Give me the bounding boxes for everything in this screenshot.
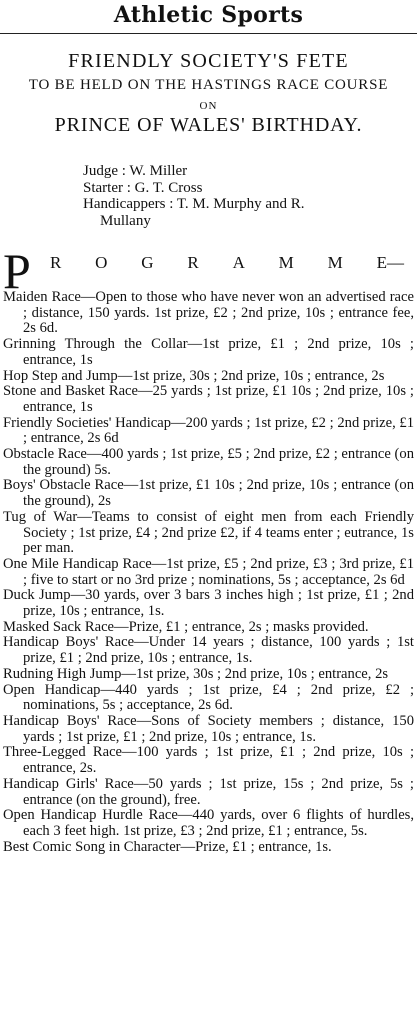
handicappers-line-continued: Mullany — [100, 212, 151, 229]
event-list — [3, 290, 414, 855]
event-item: Obstacle Race—400 yards ; 1st prize, £5 ; 2nd prize, £2 ; entrance (on the ground) 5s. — [3, 446, 414, 478]
event-item: Handicap Boys' Race—Under 14 years ; distance, 100 yards ; 1st prize, £1 ; 2nd prize, 10s ; entrance, 1s. — [3, 634, 414, 667]
programme-letter: R — [50, 253, 62, 272]
handicappers-line: Handicappers : T. M. Murphy and R. — [83, 196, 305, 212]
fete-heading: FRIENDLY SOCIETY'S FETE — [68, 50, 349, 72]
event-item: One Mile Handicap Race—1st prize, £5 ; 2nd prize, £3 ; 3rd prize, £1 ; five to start or no 3rd prize ; nominations, 5s ; acceptance, 2s 6d — [3, 555, 414, 588]
fete-location: TO BE HELD ON THE HASTINGS RACE COURSE — [28, 77, 389, 93]
programme-heading — [50, 253, 404, 273]
judge-line: Judge : W. Miller — [83, 163, 188, 179]
fete-occasion: PRINCE OF WALES' BIRTHDAY. — [54, 114, 363, 136]
event-item: Rudning High Jump—1st prize, 30s ; 2nd prize, 10s ; entrance, 2s — [3, 665, 389, 682]
fete-on: ON — [199, 100, 218, 112]
programme-letter: O — [95, 253, 108, 272]
officials-list — [83, 163, 395, 229]
programme-letter: G — [141, 253, 154, 272]
event-item: Handicap Boys' Race—Sons of Society members ; distance, 150 yards ; 1st prize, £1 ; 2nd prize, 10s ; entrance, 1s. — [3, 712, 414, 745]
event-item: Friendly Societies' Handicap—200 yards ; 1st prize, £2 ; 2nd prize, £1 ; entrance, 2s 6d — [3, 414, 414, 447]
event-item: Maiden Race—Open to those who have never won an advertised race ; distance, 150 yards. 1st prize, £2 ; 2nd prize, 10s ; entrance fee, 2s 6d. — [3, 289, 414, 337]
event-item: Open Handicap—440 yards ; 1st prize, £4 ; 2nd prize, £2 ; nominations, 5s ; acceptance, 2s 6d. — [3, 681, 414, 714]
programme-letter: M — [327, 253, 343, 272]
programme-drop-cap: P — [3, 243, 31, 299]
event-item: Boys' Obstacle Race—1st prize, £1 10s ; 2nd prize, 10s ; entrance (on the ground), 2s — [3, 477, 414, 510]
event-item: Best Comic Song in Character—Prize, £1 ; entrance, 1s. — [3, 838, 332, 855]
event-item: Hop Step and Jump—1st prize, 30s ; 2nd prize, 10s ; entrance, 2s — [3, 367, 385, 384]
starter-line: Starter : G. T. Cross — [83, 179, 203, 196]
programme-letter: E— — [376, 253, 404, 272]
event-item: Open Handicap Hurdle Race—440 yards, over 6 flights of hurdles, each 3 feet high. 1st prize, £3 ; 2nd prize, £1 ; entrance, 5s. — [3, 807, 414, 839]
event-item: Tug of War—Teams to consist of eight men from each Friendly Society ; 1st prize, £4 ; 2nd prize £2, if 4 teams enter ; eutrance, 1s per man. — [3, 508, 414, 557]
title-divider — [0, 33, 417, 34]
programme-letter: A — [232, 253, 245, 272]
programme-letter: M — [278, 253, 294, 272]
event-item: Handicap Girls' Race—50 yards ; 1st prize, 15s ; 2nd prize, 5s ; entrance (on the ground), free. — [3, 775, 414, 808]
programme-letter: R — [187, 253, 199, 272]
event-item: Grinning Through the Collar—1st prize, £1 ; 2nd prize, 10s ; entrance, 1s — [3, 336, 414, 368]
event-item: Three-Legged Race—100 yards ; 1st prize, £1 ; 2nd prize, 10s ; entrance, 2s. — [3, 744, 414, 777]
event-item: Duck Jump—30 yards, over 3 bars 3 inches high ; 1st prize, £1 ; 2nd prize, 10s ; entrance, 1s. — [3, 587, 414, 620]
event-item: Masked Sack Race—Prize, £1 ; entrance, 2s ; masks provided. — [3, 618, 369, 635]
event-item: Stone and Basket Race—25 yards ; 1st prize, £1 10s ; 2nd prize, 10s ; entrance, 1s — [3, 383, 414, 415]
page-title: Athletic Sports — [113, 2, 304, 28]
